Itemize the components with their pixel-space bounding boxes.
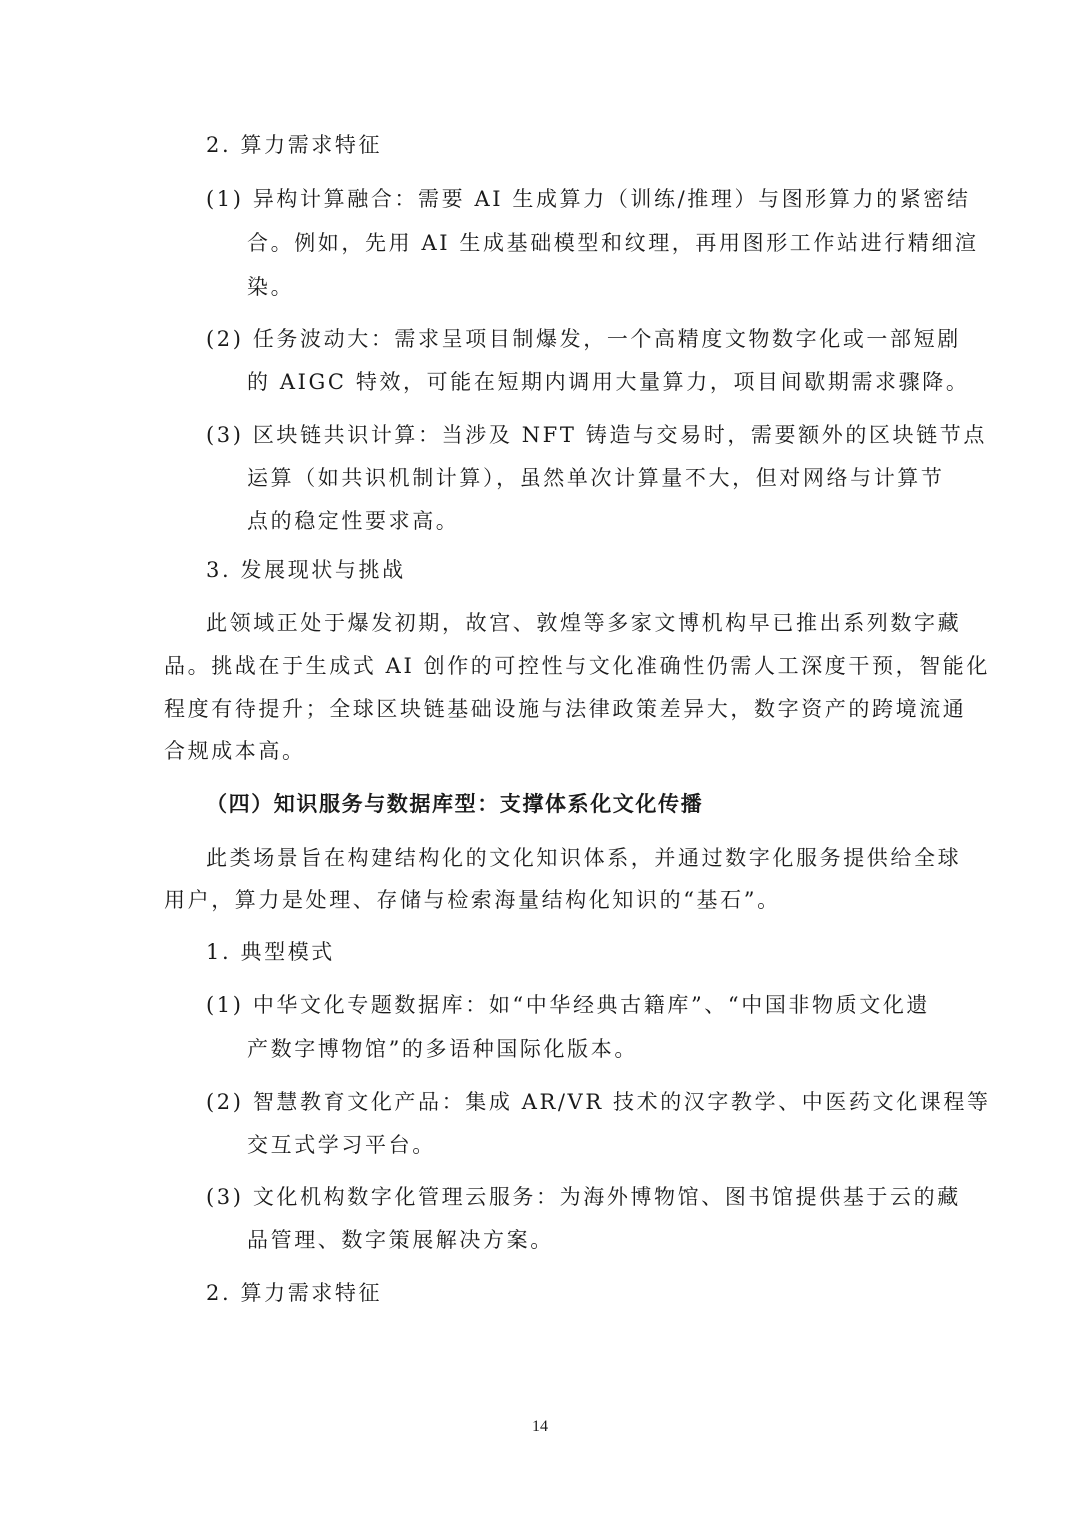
page-number: 14 [532,1418,548,1435]
list-item-line: (2) 智慧教育文化产品：集成 AR/VR 技术的汉字教学、中医药文化课程等 [206,1090,991,1114]
list-item-line: 染。 [247,275,295,299]
paragraph-line: 用户，算力是处理、存储与检索海量结构化知识的“基石”。 [164,888,781,912]
part-title: （四）知识服务与数据库型：支撑体系化文化传播 [206,791,704,816]
list-item-line: (2) 任务波动大：需求呈项目制爆发，一个高精度文物数字化或一部短剧 [206,327,961,351]
list-item-line: (1) 异构计算融合：需要 AI 生成算力（训练/推理）与图形算力的紧密结 [206,187,971,211]
list-item-line: (1) 中华文化专题数据库：如“中华经典古籍库”、“中国非物质文化遗 [206,993,931,1017]
list-item-line: 产数字博物馆”的多语种国际化版本。 [247,1037,638,1061]
list-item-line: 的 AIGC 特效，可能在短期内调用大量算力，项目间歇期需求骤降。 [247,370,970,394]
section-heading-compute-features: 2. 算力需求特征 [206,133,383,157]
section-heading-compute-features: 2. 算力需求特征 [206,1281,383,1305]
section-heading-status-challenges: 3. 发展现状与挑战 [206,558,406,582]
paragraph-line: 程度有待提升；全球区块链基础设施与法律政策差异大，数字资产的跨境流通 [164,697,967,721]
paragraph-line: 此类场景旨在构建结构化的文化知识体系，并通过数字化服务提供给全球 [206,846,962,870]
paragraph-line: 品。挑战在于生成式 AI 创作的可控性与文化准确性仍需人工深度干预，智能化 [164,654,991,678]
list-item-line: 点的稳定性要求高。 [247,509,460,533]
paragraph-line: 此领域正处于爆发初期，故宫、敦煌等多家文博机构早已推出系列数字藏 [206,611,962,635]
list-item-line: 交互式学习平台。 [247,1133,436,1157]
list-item-line: (3) 区块链共识计算：当涉及 NFT 铸造与交易时，需要额外的区块链节点 [206,423,987,447]
paragraph-line: 合规成本高。 [164,739,306,763]
list-item-line: 运算（如共识机制计算），虽然单次计算量不大，但对网络与计算节 [247,466,945,490]
list-item-line: 合。例如，先用 AI 生成基础模型和纹理，再用图形工作站进行精细渲 [247,231,979,255]
section-heading-typical-modes: 1. 典型模式 [206,940,335,964]
list-item-line: 品管理、数字策展解决方案。 [247,1228,554,1252]
list-item-line: (3) 文化机构数字化管理云服务：为海外博物馆、图书馆提供基于云的藏 [206,1185,961,1209]
